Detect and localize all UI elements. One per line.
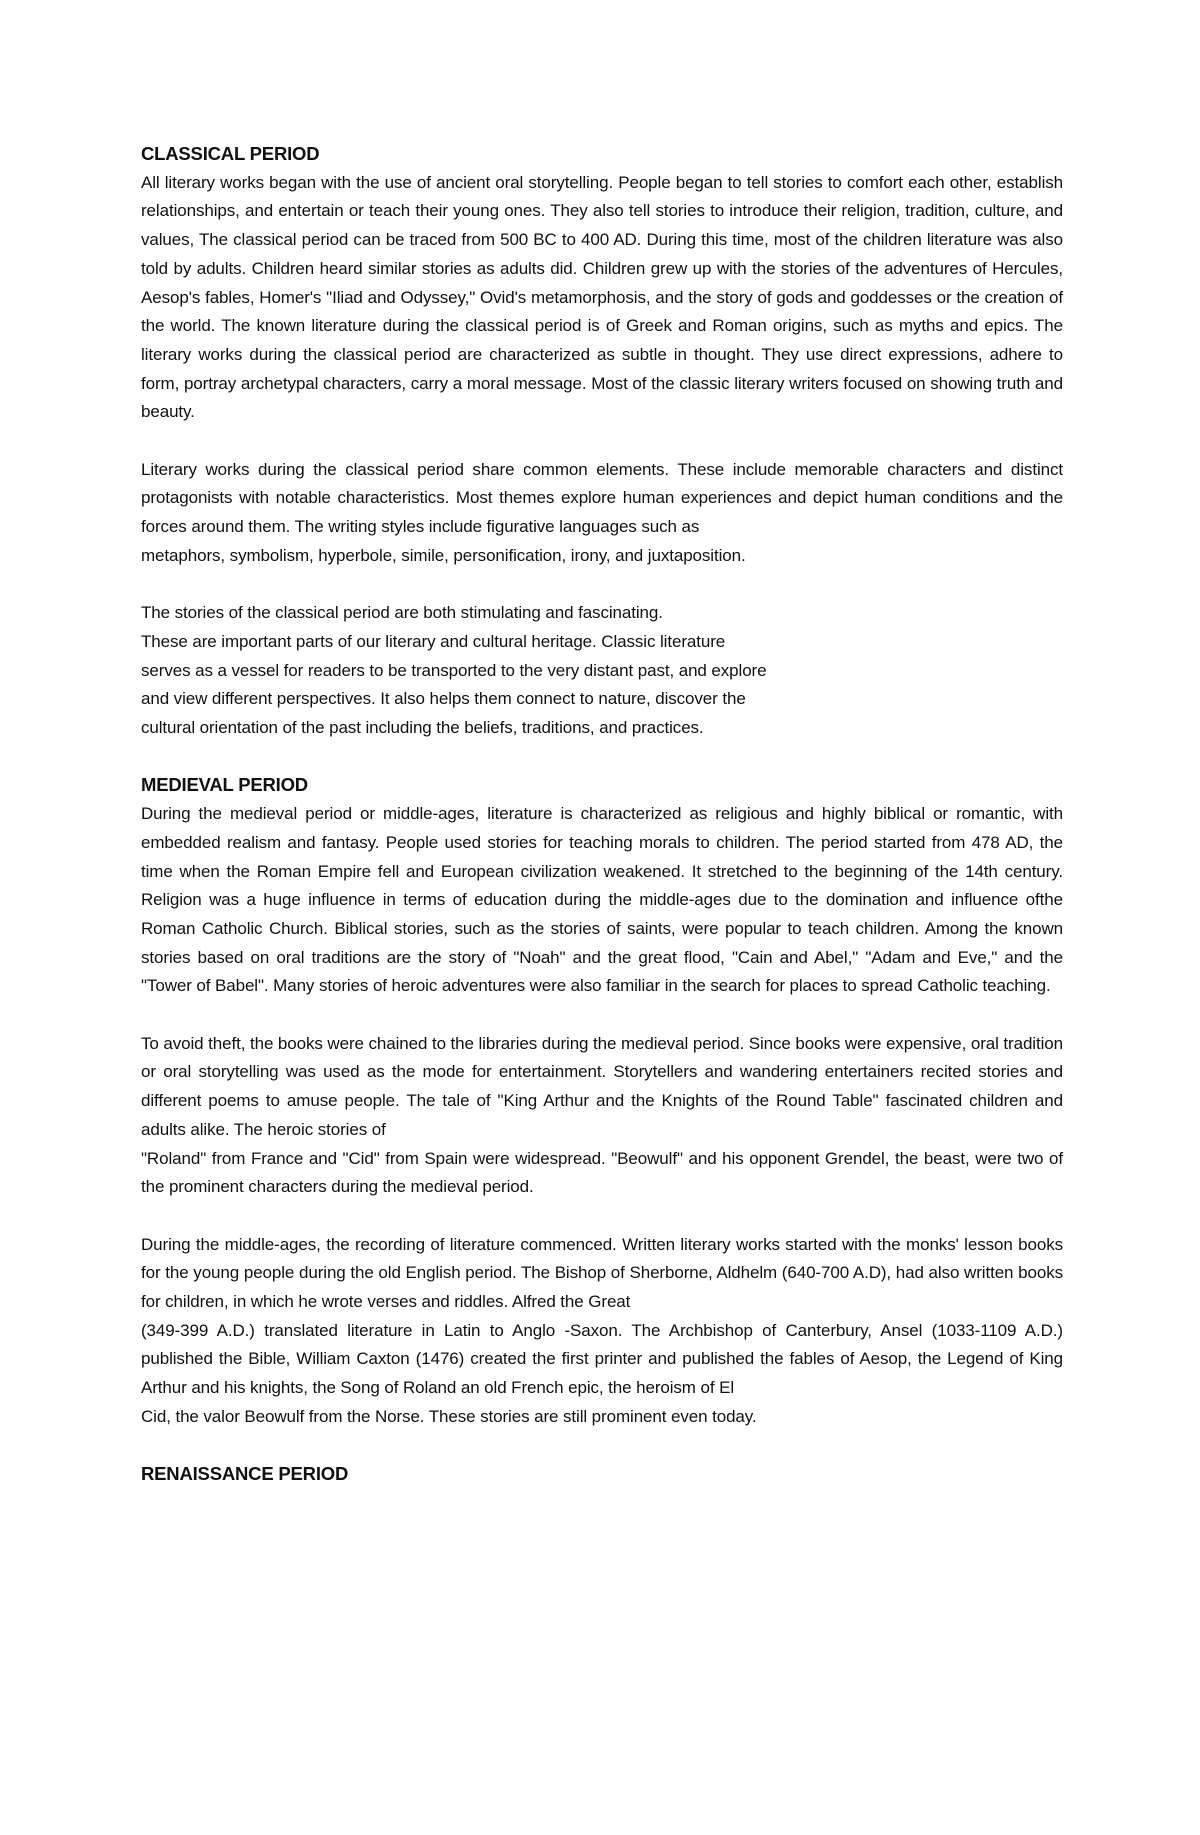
- paragraph: To avoid theft, the books were chained to the libraries during the medieval period. Since books were expensive, oral tradition or oral storytelling was used as the mode for entertainment. Storytellers and wandering entertainers recited stories and different poems to amuse people. The tale of "King Arthur and the Knights of the Round Table" fascinated children and adults alike. The heroic stories of: [141, 1033, 1063, 1139]
- paragraph: "Roland" from France and "Cid" from Spain were widespread. "Beowulf" and his opponent Grendel, the beast, were two of the prominent characters during the medieval period.: [141, 1148, 1063, 1197]
- text-line: cultural orientation of the past including the beliefs, traditions, and practices.: [141, 718, 704, 738]
- text-line: serves as a vessel for readers to be transported to the very distant past, and explore: [141, 660, 767, 680]
- section-heading-medieval: MEDIEVAL PERIOD: [141, 774, 308, 796]
- paragraph: Cid, the valor Beowulf from the Norse. These stories are still prominent even today.: [141, 1406, 757, 1426]
- text-line: and view different perspectives. It also helps them connect to nature, discover the: [141, 689, 746, 709]
- text-line: The stories of the classical period are both stimulating and fascinating.: [141, 603, 663, 623]
- text-line: These are important parts of our literary and cultural heritage. Classic literature: [141, 631, 726, 651]
- section-medieval: [141, 771, 1063, 1431]
- section-heading-renaissance: RENAISSANCE PERIOD: [141, 1463, 349, 1485]
- paragraph: (349-399 A.D.) translated literature in Latin to Anglo -Saxon. The Archbishop of Canterbury, Ansel (1033-1109 A.D.) published the Bible, William Caxton (1476) created the first printer and published the fables of Aesop, the Legend of King Arthur and his knights, the Song of Roland an old French epic, the heroism of El: [141, 1320, 1063, 1398]
- paragraph: During the medieval period or middle-ages, literature is characterized as religious and highly biblical or romantic, with embedded realism and fantasy. People used stories for teaching morals to children. The period started from 478 AD, the time when the Roman Empire fell and European civilization weakened. It stretched to the beginning of the 14th century. Religion was a huge influence in terms of education during the middle-ages due to the domination and influence ofthe Roman Catholic Church. Biblical stories, such as the stories of saints, were popular to teach children. Among the known stories based on oral traditions are the story of "Noah" and the great flood, "Cain and Abel," "Adam and Eve," and the "Tower of Babel". Many stories of heroic adventures were also familiar in the search for places to spread Catholic teaching.: [141, 804, 1063, 996]
- document-page: [141, 140, 1063, 1518]
- paragraph: Literary works during the classical period share common elements. These include memorable characters and distinct protagonists with notable characteristics. Most themes explore human experiences and depict human conditions and the forces around them. The writing styles include figurative languages such as: [141, 459, 1063, 537]
- paragraph: During the middle-ages, the recording of literature commenced. Written literary works started with the monks' lesson books for the young people during the old English period. The Bishop of Sherborne, Aldhelm (640-700 A.D), had also written books for children, in which he wrote verses and riddles. Alfred the Great: [141, 1234, 1063, 1312]
- section-heading-classical: CLASSICAL PERIOD: [141, 143, 320, 164]
- paragraph: metaphors, symbolism, hyperbole, simile, personification, irony, and juxtaposition.: [141, 545, 746, 565]
- paragraph-lines: [141, 599, 1063, 743]
- paragraph: All literary works began with the use of ancient oral storytelling. People began to tell stories to comfort each other, establish relationships, and entertain or teach their young ones. They also tell stories to introduce their religion, tradition, culture, and values, The classical period can be traced from 500 BC to 400 AD. During this time, most of the children literature was also told by adults. Children heard similar stories as adults did. Children grew up with the stories of the adventures of Hercules, Aesop's fables, Homer's "Iliad and Odyssey," Ovid's metamorphosis, and the story of gods and goddesses or the creation of the world. The known literature during the classical period is of Greek and Roman origins, such as myths and epics. The literary works during the classical period are characterized as subtle in thought. They use direct expressions, adhere to form, portray archetypal characters, carry a moral message. Most of the classic literary writers focused on showing truth and beauty.: [141, 172, 1063, 422]
- section-classical: [141, 140, 1063, 743]
- section-renaissance: [141, 1460, 1063, 1489]
